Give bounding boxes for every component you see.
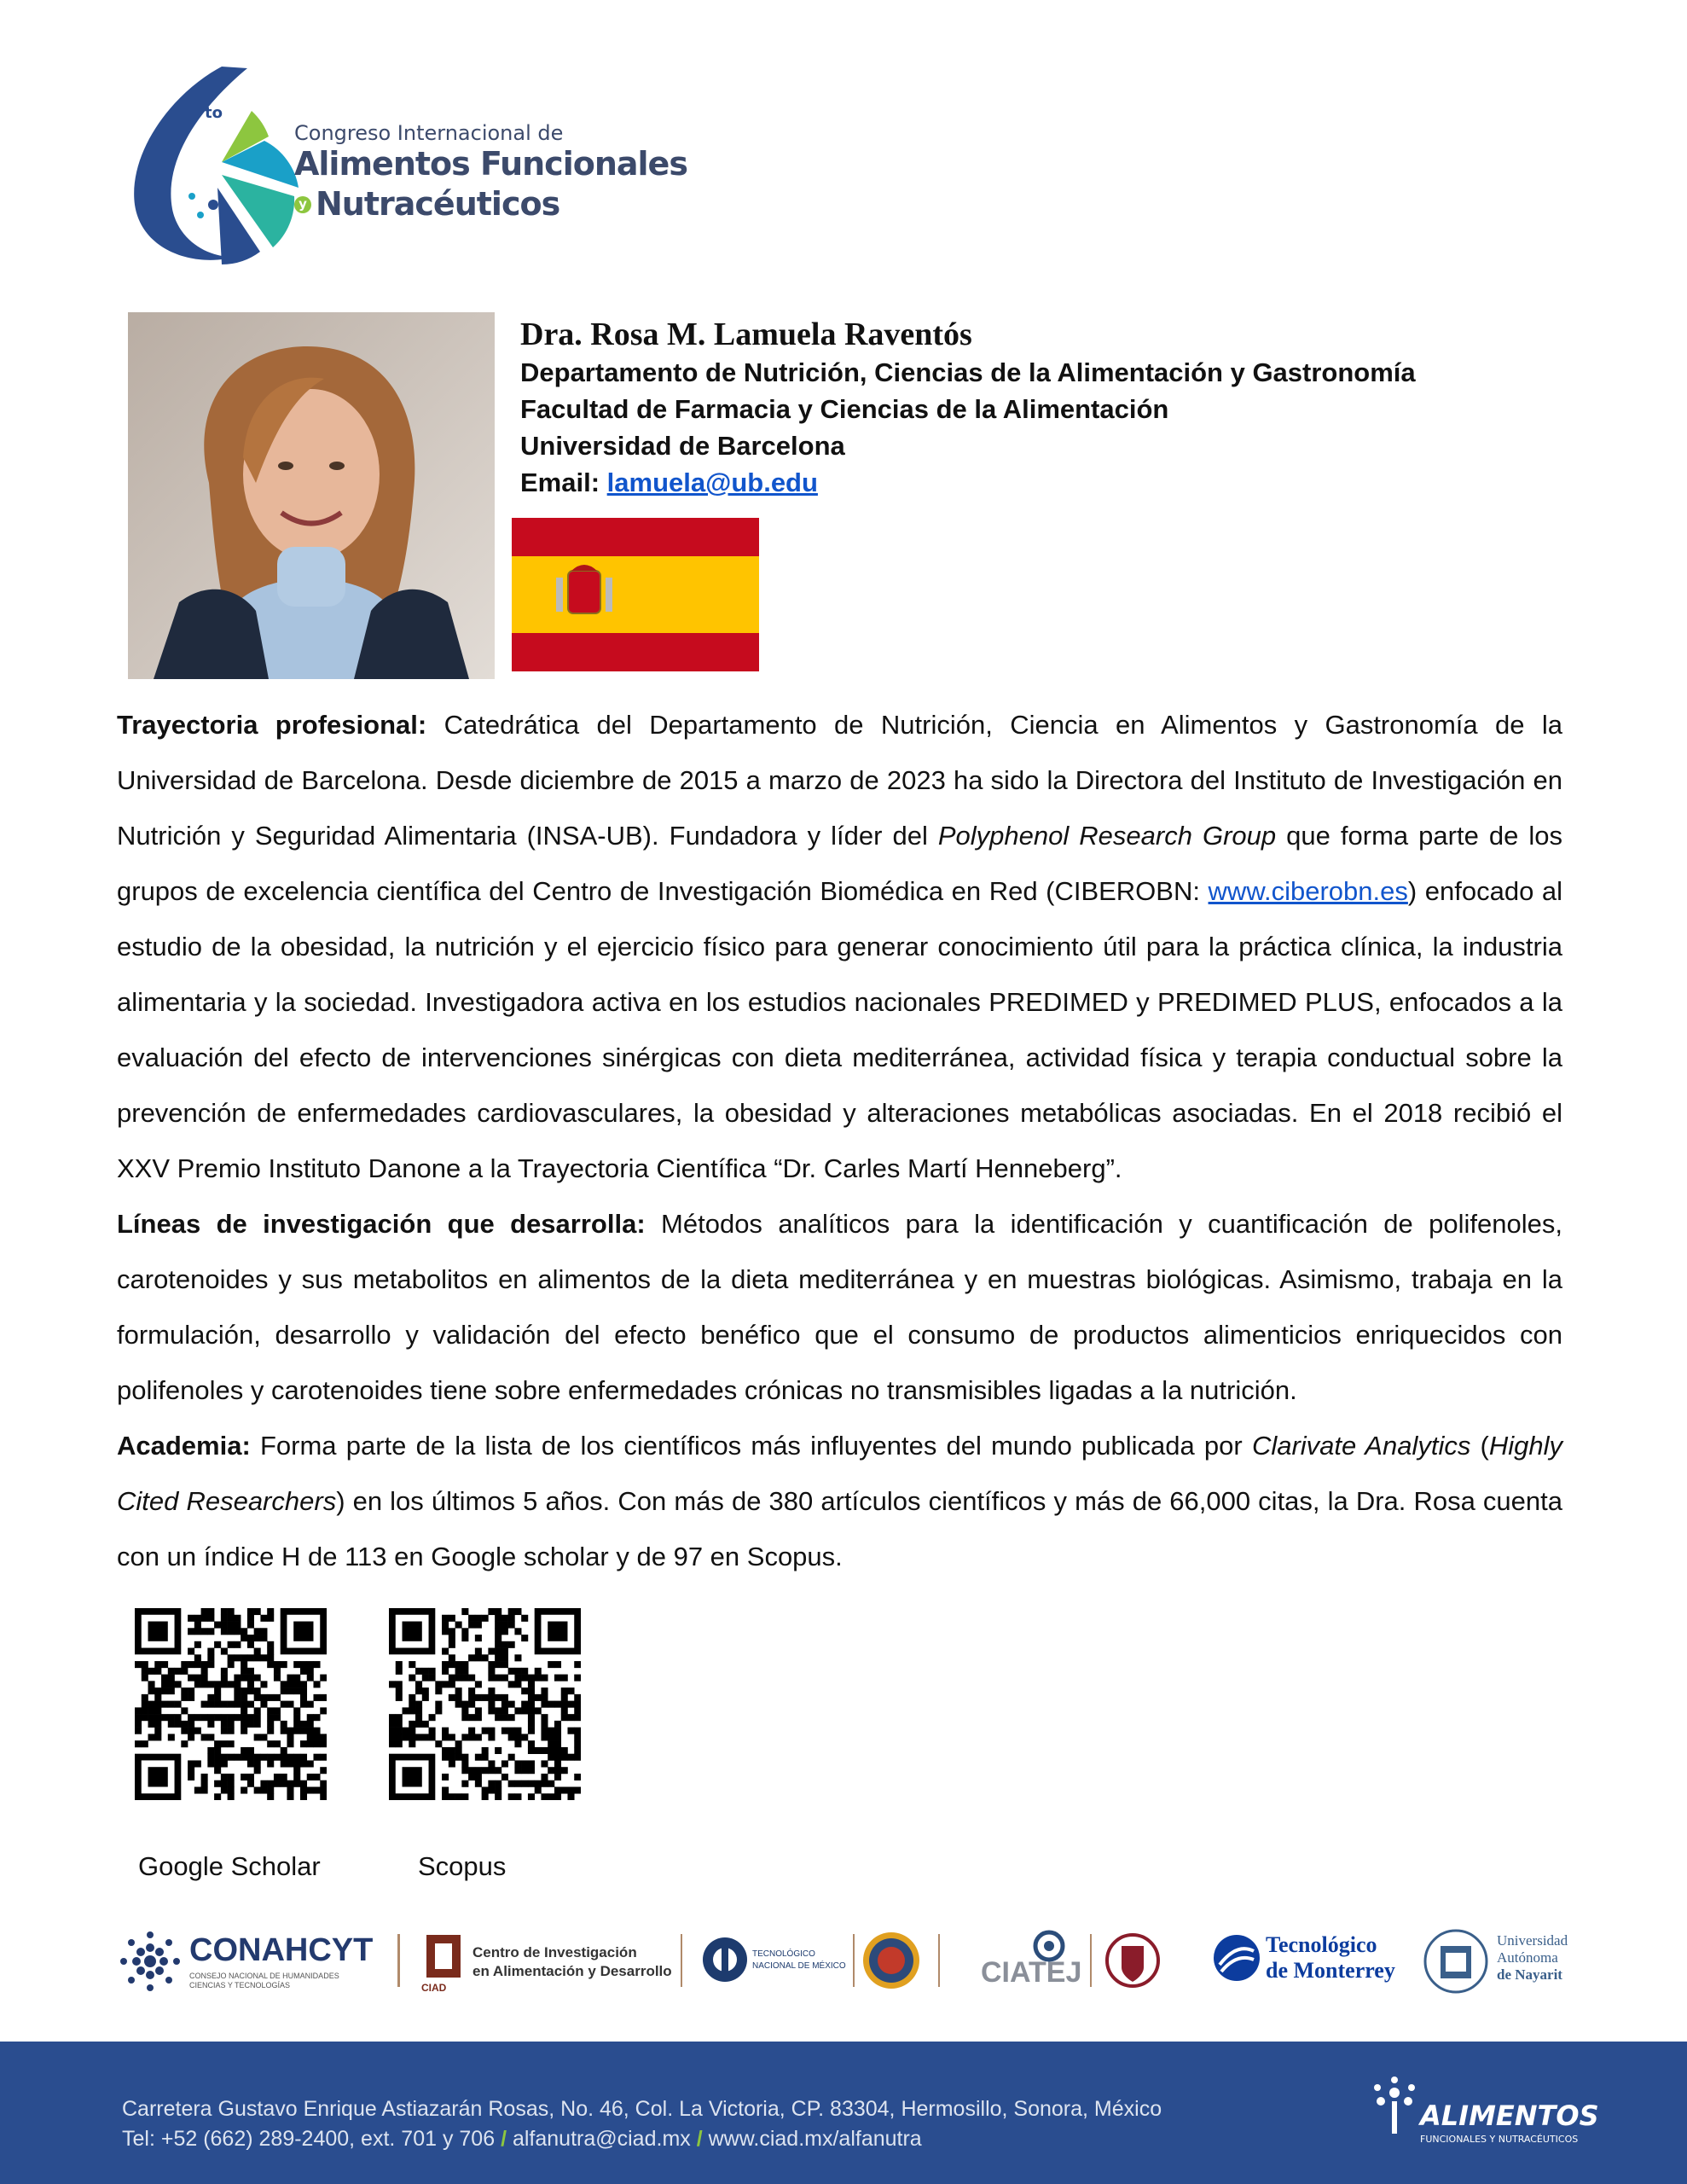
uan-line2: Autónoma [1497,1949,1558,1966]
conahcyt-sub1: CONSEJO NACIONAL DE HUMANIDADES [189,1972,339,1980]
footer-contact [122,2127,922,2152]
divider [853,1934,855,1987]
qr-code-pattern-icon [389,1608,581,1800]
profile-department: Departamento de Nutrición, Ciencias de la Alimentación y Gastronomía [520,357,1416,387]
uan-line3: de Nayarit [1497,1966,1562,1983]
academia-clarivate: Clarivate Analytics [1251,1431,1471,1461]
ciad-logo-icon [422,1931,465,1982]
ciad-abbr: CIAD [421,1982,447,1994]
profile-university: Universidad de Barcelona [520,431,845,461]
footer-logo-icon [1369,2076,1420,2135]
footer-email[interactable]: alfanutra@ciad.mx [507,2127,697,2151]
footer-address: Carretera Gustavo Enrique Astiazarán Rosas, No. 46, Col. La Victoria, CP. 83304, Hermosillo, Sonora, México [122,2097,1162,2121]
sponsor-logos [111,1924,1586,2001]
institute-seal-icon [861,1931,921,1990]
scopus-qr-code[interactable] [389,1608,581,1800]
uan-logo-icon [1420,1927,1492,1995]
tecnm-logo-icon [699,1929,751,1990]
spain-flag-icon [512,518,759,671]
footer-logo-sub: FUNCIONALES Y NUTRACÉUTICOS [1420,2134,1579,2145]
trayectoria-text-3: ) enfocado al estudio de la obesidad, la nutrición y el ejercicio físico para generar conocimiento útil para la práctica clínica, la industria alimentaria y la sociedad. Investigadora activa en los estudios nacionales PREDIMED y PREDIMED PLUS, enfocados a la evaluación del efecto de intervenciones sinérgicas con dieta mediterránea, actividad física y terapia conductual sobre la prevención de enfermedades cardiovasculares, la obesidad y alteraciones metabólicas asociadas. En el 2018 recibió el XXV Premio Instituto Danone a la Trayectoria Científica “Dr. Carles Martí Henneberg”. [117,876,1563,1183]
footer-sep: / [696,2127,703,2151]
tecnm-line2: NACIONAL DE MÉXICO [752,1961,846,1971]
ciatej-name: CIATEJ [981,1956,1082,1989]
conahcyt-name: CONAHCYT [189,1932,374,1968]
trayectoria-label: Trayectoria profesional: [117,710,427,740]
divider [681,1934,682,1987]
logo-line3: Nutracéuticos [316,185,560,223]
qr-code-pattern-icon [135,1608,327,1800]
lineas-label: Líneas de investigación que desarrolla: [117,1209,646,1239]
footer [0,2042,1687,2184]
uan-line1: Universidad [1497,1932,1568,1949]
google-scholar-label: Google Scholar [138,1851,321,1881]
academia-text-2: ( [1470,1431,1489,1461]
footer-sep: / [501,2127,507,2151]
divider [938,1934,940,1987]
trayectoria-group-name: Polyphenol Research Group [937,821,1277,851]
academia-label: Academia: [117,1431,251,1461]
congress-logo [119,60,687,273]
footer-logo-text: ALIMENTOS [1420,2100,1599,2132]
scopus-label: Scopus [418,1851,507,1881]
university-crest-icon [1104,1929,1161,1992]
google-scholar-qr-code[interactable] [135,1608,327,1800]
tec-line2: de Monterrey [1266,1958,1395,1983]
divider [397,1934,400,1987]
congress-logo-icon [119,60,324,273]
profile-name: Dra. Rosa M. Lamuela Raventós [520,317,972,352]
academia-paragraph [117,1418,1562,1584]
conahcyt-logo-icon [119,1931,181,1992]
email-link[interactable]: lamuela@ub.edu [606,468,818,497]
biography [117,697,1562,1584]
logo-conjunction: y [294,196,311,213]
footer-web[interactable]: www.ciad.mx/alfanutra [702,2127,922,2151]
academia-highly-cited: Highly Cited Researchers [117,1431,1563,1516]
academia-text-1: Forma parte de la lista de los científicos más influyentes del mundo publicada por [250,1431,1252,1461]
email-label: Email: [520,468,600,497]
lineas-paragraph [117,1196,1562,1418]
academia-text-3: ) en los últimos 5 años. Con más de 380 artículos científicos y más de 66,000 citas, la Dra. Rosa cuenta con un índice H de 113 en Google scholar y de 97 en Scopus. [117,1486,1562,1571]
tec-line1: Tecnológico [1266,1932,1377,1957]
ciad-line2: en Alimentación y Desarrollo [472,1963,672,1979]
trayectoria-text-1: Catedrática del Departamento de Nutrición, Ciencia en Alimentos y Gastronomía de la Universidad de Barcelona. Desde diciembre de 2015 a marzo de 2023 ha sido la Directora del Instituto de Investigación en Nutrición y Seguridad Alimentaria (INSA-UB). Fundadora y líder del [117,710,1563,851]
logo-superscript: to [205,104,223,122]
tec-monterrey-logo-icon [1213,1934,1261,1982]
trayectoria-text-2: que forma parte de los grupos de excelencia científica del Centro de Investigación Biomédica en Red (CIBEROBN: [117,821,1563,906]
lineas-text: Métodos analíticos para la identificación y cuantificación de polifenoles, carotenoides y sus metabolitos en alimentos de la dieta mediterránea y en muestras biológicas. Asimismo, trabaja en la formulación, desarrollo y validación del efecto benéfico que el consumo de productos alimenticios enriquecidos con polifenoles y carotenoides tiene sobre enfermedades crónicas no transmisibles ligadas a la nutrición. [117,1209,1562,1405]
ciberobn-link[interactable]: www.ciberobn.es [1208,876,1408,906]
trayectoria-paragraph [117,697,1562,1196]
ciad-line1: Centro de Investigación [472,1944,637,1960]
logo-line2: Alimentos Funcionales [294,145,687,183]
conahcyt-sub2: CIENCIAS Y TECNOLOGÍAS [189,1981,291,1989]
profile-photo [128,312,495,679]
logo-line1: Congreso Internacional de [294,121,564,145]
profile-email-row [520,468,818,498]
divider [1090,1934,1092,1987]
profile-faculty: Facultad de Farmacia y Ciencias de la Alimentación [520,394,1169,424]
footer-tel: Tel: +52 (662) 289-2400, ext. 701 y 706 [122,2127,501,2151]
tecnm-line1: TECNOLÓGICO [752,1949,815,1959]
